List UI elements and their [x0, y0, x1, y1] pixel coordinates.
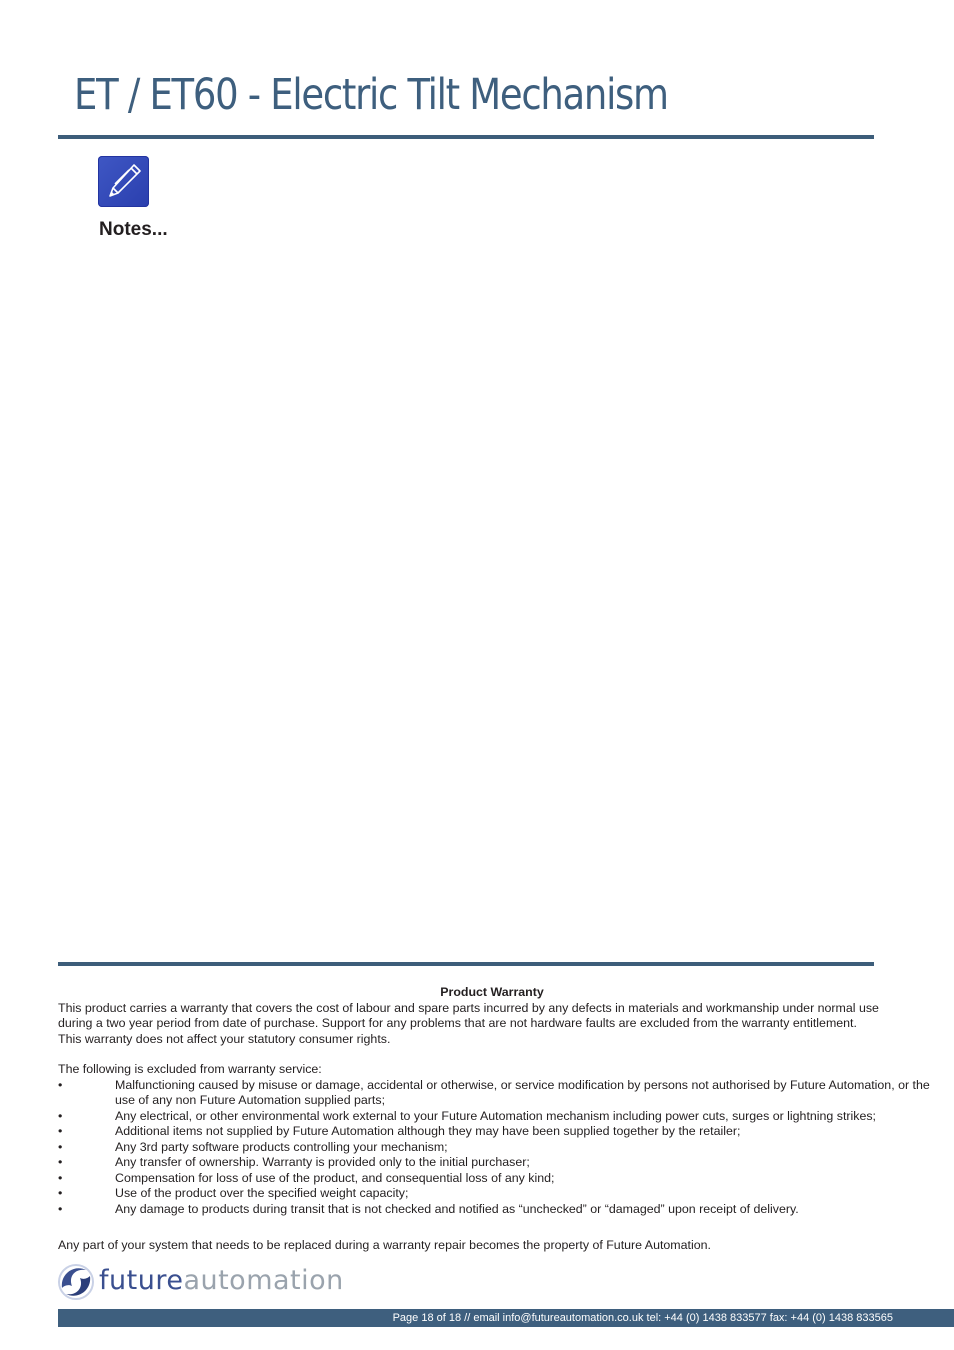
future-automation-swirl-icon [56, 1262, 96, 1302]
list-item: • Any electrical, or other environmental work external to your Future Automation mechanism including power cuts, surges or lightning strikes; [58, 1109, 938, 1125]
pencil-icon [98, 156, 149, 207]
list-item: • Any 3rd party software products controlling your mechanism; [58, 1140, 938, 1156]
list-item: • Additional items not supplied by Future Automation although they may have been supplied together by the retailer; [58, 1124, 938, 1140]
notes-heading: Notes... [99, 219, 168, 240]
warranty-intro-line: This product carries a warranty that covers the cost of labour and spare parts incurred by any defects in materials and workmanship under normal use [58, 1000, 879, 1015]
list-item: • Any damage to products during transit that is not checked and notified as “unchecked” or “damaged” upon receipt of delivery. [58, 1202, 938, 1218]
warranty-title: Product Warranty [440, 985, 544, 999]
logo-wordmark [99, 1265, 344, 1296]
footer-contact-text: Page 18 of 18 // email info@futureautomation.co.uk tel: +44 (0) 1438 833577 fax: +44 (0) 1438 833565 [392, 1312, 893, 1324]
page-title: ET / ET60 - Electric Tilt Mechanism [74, 70, 668, 120]
logo-text-future: future [99, 1265, 184, 1296]
warranty-intro-line: during a two year period from date of purchase. Support for any problems that are not hardware faults are excluded from the warranty entitlement. [58, 1016, 857, 1030]
warranty-closing: Any part of your system that needs to be replaced during a warranty repair becomes the property of Future Automation. [58, 1238, 711, 1252]
exclusions-list [58, 1078, 938, 1218]
logo-text-automation: automation [183, 1265, 344, 1296]
list-item: • Compensation for loss of use of the product, and consequential loss of any kind; [58, 1171, 938, 1187]
header-divider [58, 135, 874, 139]
list-item: • Any transfer of ownership. Warranty is provided only to the initial purchaser; [58, 1155, 938, 1171]
exclusions-heading: The following is excluded from warranty service: [58, 1062, 322, 1076]
footer-bar [58, 1309, 954, 1327]
warranty-section [58, 985, 938, 1254]
warranty-intro-line: This warranty does not affect your statutory consumer rights. [58, 1031, 391, 1046]
list-item: • Use of the product over the specified weight capacity; [58, 1186, 938, 1202]
warranty-divider [58, 962, 874, 966]
company-logo [56, 1262, 344, 1302]
list-item: • Malfunctioning caused by misuse or damage, accidental or otherwise, or service modification by persons not authorised by Future Automation, or the use of any non Future Automation supplied parts; [58, 1078, 938, 1109]
